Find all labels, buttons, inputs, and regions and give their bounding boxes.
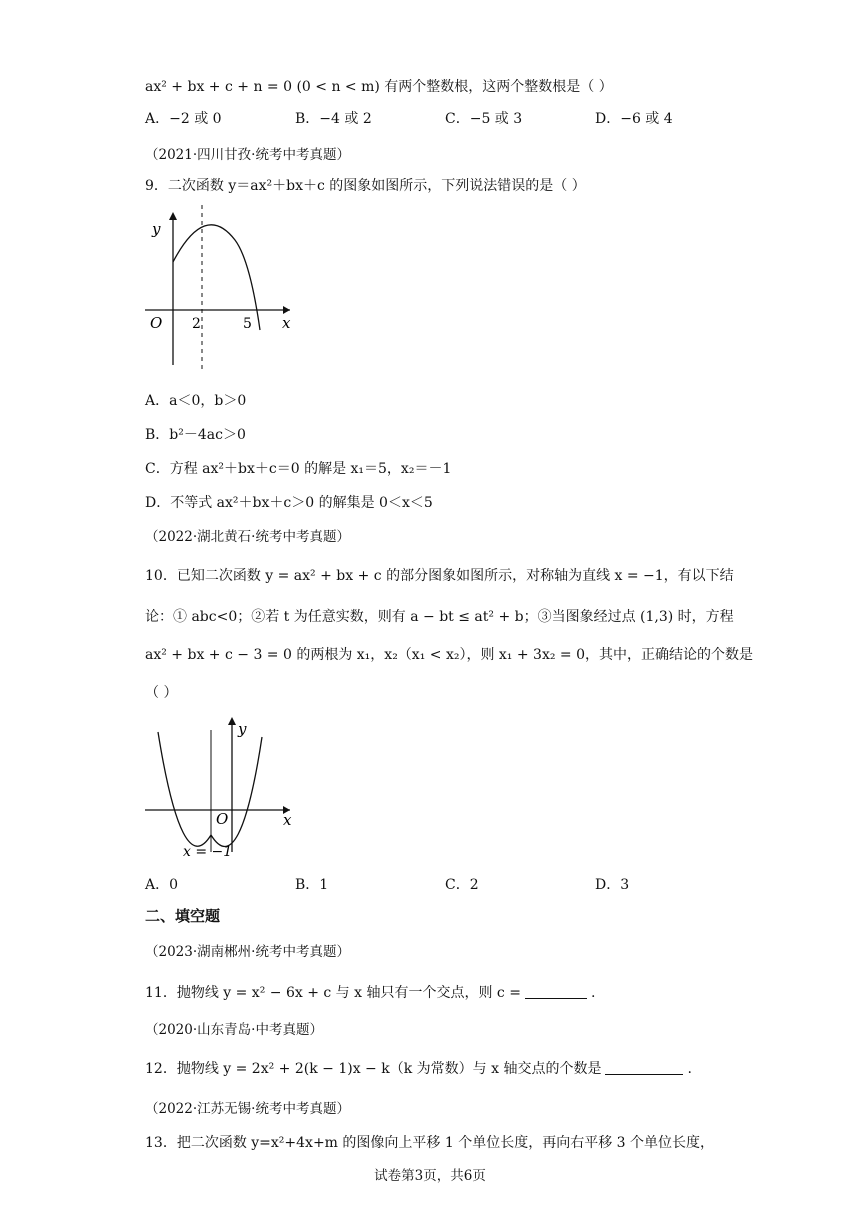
q9-origin-label: O [150,314,163,332]
q10-x-label: x [283,811,292,829]
q10-option-a: A．0 [145,877,179,893]
q10-y-arrow [228,717,236,725]
q10-stem-line3: ax² + bx + c − 3 = 0 的两根为 x₁，x₂（x₁ < x₂），则 x₁ + 3x₂ = 0，其中，正确结论的个数是 [145,647,753,663]
q9-graph [140,200,300,380]
q9-source: （2021·四川甘孜·统考中考真题） [145,147,350,163]
q9-tick-2: 2 [192,316,201,332]
q10-stem-line1: 10．已知二次函数 y = ax² + bx + c 的部分图象如图所示，对称轴为直线 x = −1，有以下结 [145,568,734,584]
q11-answer-blank[interactable] [525,984,587,999]
q9-tick-5: 5 [243,316,252,332]
q10-source: （2022·湖北黄石·统考中考真题） [145,529,350,545]
q8-option-c: C．−5 或 3 [445,111,523,127]
q13-stem: 13．把二次函数 y=x²+4x+m 的图像向上平移 1 个单位长度，再向右平移 3 个单位长度， [145,1135,715,1151]
q9-option-b: B．b²－4ac＞0 [145,427,246,443]
q11-source: （2023·湖南郴州·统考中考真题） [145,944,350,960]
q9-option-a: A．a＜0，b＞0 [145,393,247,409]
q11-stem-text: 11．抛物线 y = x² − 6x + c 与 x 轴只有一个交点，则 c = [145,985,521,1001]
q12-source: （2020·山东青岛·中考真题） [145,1022,323,1038]
q11-stem-end: . [590,985,596,1001]
q10-parabola [158,732,262,847]
q9-parabola [173,225,260,330]
q10-axis-label: x = −1 [183,844,233,860]
q9-x-arrow [283,306,290,314]
q12-stem-end: . [687,1061,692,1077]
q9-option-d: D．不等式 ax²＋bx＋c＞0 的解集是 0＜x＜5 [145,495,433,511]
q9-x-label: x [282,314,291,332]
q12-answer-blank[interactable] [605,1060,683,1075]
q12-stem [145,1058,692,1078]
q13-source: （2022·江苏无锡·统考中考真题） [145,1101,350,1117]
q11-stem [145,982,595,1002]
q12-stem-text: 12．抛物线 y = 2x² + 2(k − 1)x − k（k 为常数）与 x 轴交点的个数是 [145,1061,602,1077]
q10-option-c: C．2 [445,877,479,893]
q10-graph [140,712,300,862]
q10-origin-label: O [216,810,229,828]
q8-option-d: D．−6 或 4 [595,111,673,127]
q8-option-b: B．−4 或 2 [295,111,372,127]
q9-option-c: C．方程 ax²＋bx＋c＝0 的解是 x₁＝5，x₂＝－1 [145,461,452,477]
page-footer: 试卷第3页，共6页 [374,1168,486,1184]
q8-stem-tail: ax² + bx + c + n = 0 (0 < n < m) 有两个整数根，这两个整数根是（ ） [145,79,613,95]
q8-option-a: A．−2 或 0 [145,111,222,127]
q10-y-label: y [238,720,247,738]
q10-stem-line4: （ ） [145,685,178,701]
q10-stem-line2: 论：① abc<0；②若 t 为任意实数，则有 a − bt ≤ at² + b；③当图象经过点 (1,3) 时，方程 [145,609,734,625]
q10-option-d: D．3 [595,877,630,893]
q9-y-arrow [169,212,177,220]
section-title-fill-blank: 二、填空题 [145,907,221,925]
q9-stem: 9．二次函数 y＝ax²＋bx＋c 的图象如图所示，下列说法错误的是（ ） [145,178,586,194]
q10-option-b: B．1 [295,877,329,893]
q9-y-label: y [152,220,161,238]
